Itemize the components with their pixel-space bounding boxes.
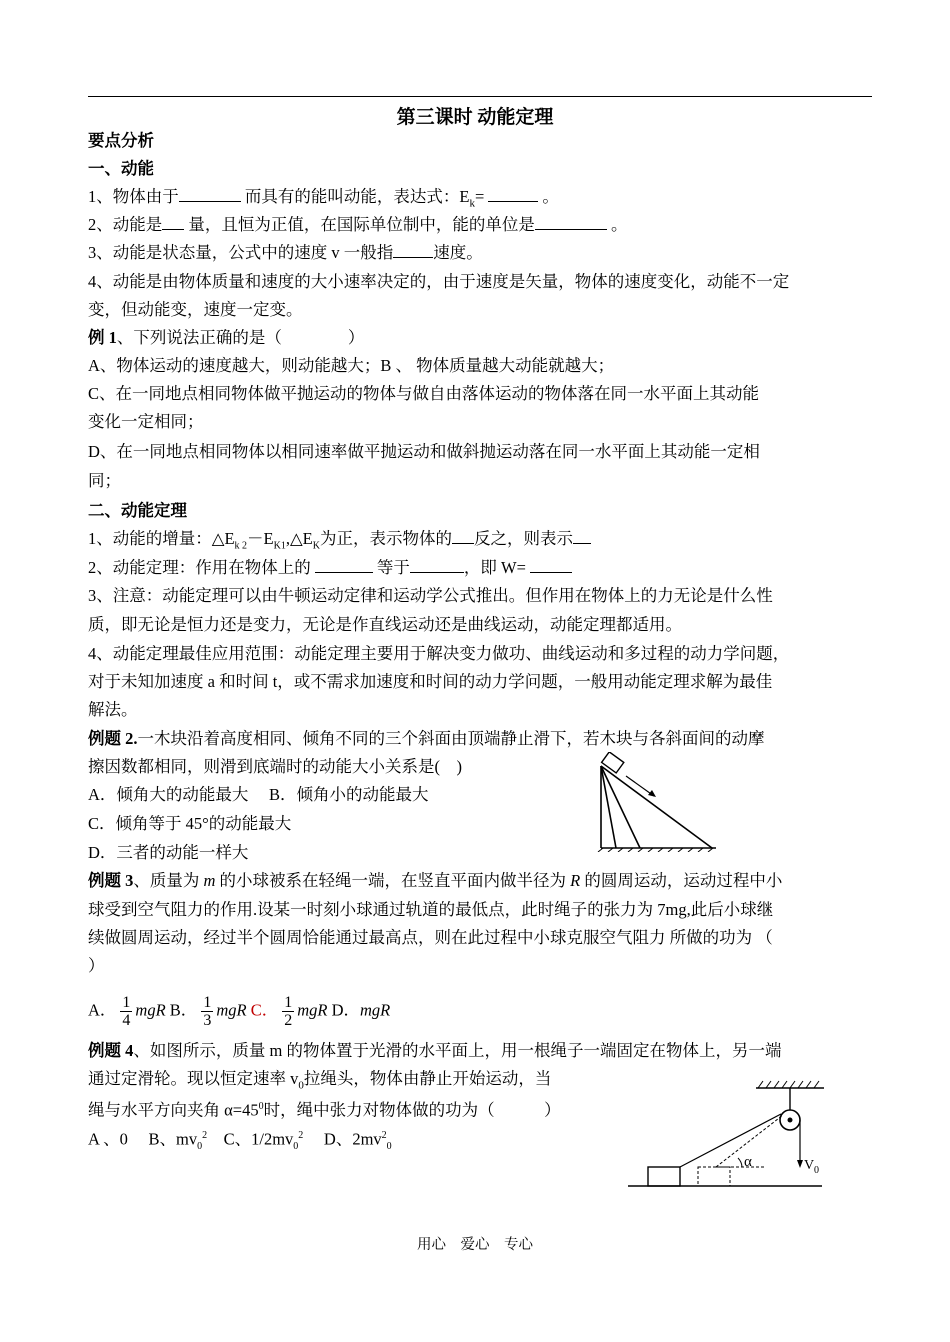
example-1-option-c2: 变化一定相同；: [88, 412, 204, 431]
example-2-option-ab: A．倾角大的动能最大 B．倾角小的动能最大: [88, 785, 429, 804]
example-4-question-3: 绳与水平方向夹角 $\alpha=45^0$时，绳中张力对物体做的功为（ ）: [88, 1100, 561, 1120]
option-b: B．: [169, 1000, 198, 1020]
option-c: C．: [250, 1000, 279, 1020]
example-1-option-d1: D、在一同地点相同物体以相同速率做平抛运动和做斜抛运动落在同一水平面上其动能一定相: [88, 442, 760, 461]
example-1-option-d2: 同；: [88, 471, 121, 490]
alpha-label: α: [744, 1154, 752, 1170]
example-1-option-ab: A、物体运动的速度越大，则动能越大；B 、 物体质量越大动能就越大；: [88, 356, 615, 375]
header-rule: [88, 96, 872, 97]
s2-line-2: 2、动能定理：作用在物体上的 等于 ，即 W=: [88, 557, 572, 579]
s1-line-2: 2、动能是 量，且恒为正值，在国际单位制中，能的单位是 。: [88, 215, 628, 234]
s2-line-1: 1、动能的增量：$\triangle E_{k 2}-E_{K1},\triangle E_K$为正，表示物体的 反之，则表示: [88, 528, 591, 557]
example-3-question-1: 例题 3、质量为 m 的小球被系在轻绳一端，在竖直平面内做半径为 R 的圆周运动，运动过程中小: [88, 871, 783, 890]
example-1-option-c1: C、在一同地点相同物体做平抛运动的物体与做自由落体运动的物体落在同一水平面上其动能: [88, 384, 760, 403]
example-3-options: A． $\frac{1}{4}$ mgR B． $\frac{1}{3}$ mgR C． $\frac{1}{2}$ mgR D．mgR: [88, 994, 391, 1029]
s1-line-3: 3、动能是状态量，公式中的速度 v 一般指 速度。: [88, 243, 483, 262]
example-4-options: A 、0 B、$mv_0^2$ C、$1/2mv_0^2$ D、$2mv^2_0$: [88, 1129, 392, 1152]
fraction-one-quarter: $\frac{1}{4}$: [122, 994, 131, 1029]
s1-line-5: 变，但动能变，速度一定变。: [88, 300, 303, 319]
s2-line-6: 对于未知加速度 a 和时间 t，或不需求加速度和时间的动力学问题，一般用动能定理求解为最佳: [88, 672, 773, 691]
example-3-question-2: 球受到空气阻力的作用.设某一时刻小球通过轨道的最低点，此时绳子的张力为 7mg,此后小球继: [88, 900, 774, 919]
example-4-question-2: 通过定滑轮。现以恒定速率 $v_0$拉绳头，物体由静止开始运动，当: [88, 1069, 552, 1092]
example-1-question: 例 1、下列说法正确的是（ ）: [88, 328, 365, 347]
s2-line-7: 解法。: [88, 700, 138, 719]
s1-line-4: 4、动能是由物体质量和速度的大小速率决定的，由于速度是矢量，物体的速度变化，动能不一定: [88, 272, 790, 291]
s2-line-3: 3、注意：动能定理可以由牛顿运动定律和运动学公式推出。但作用在物体上的力无论是什么性: [88, 586, 773, 605]
option-a: A．: [88, 1000, 117, 1020]
pulley-figure: [626, 1078, 832, 1192]
example-2-option-d: D．三者的动能一样大: [88, 843, 249, 862]
inclined-planes-figure: [596, 752, 718, 852]
example-3-question-3: 续做圆周运动，经过半个圆周恰能通过最高点，则在此过程中小球克服空气阻力 所做的功为 （: [88, 928, 773, 947]
section-heading-2: 二、动能定理: [88, 501, 187, 520]
example-2-option-c: C．倾角等于 45°的动能最大: [88, 814, 292, 833]
example-3-question-4: ）: [88, 956, 105, 975]
section-heading-1: 一、动能: [88, 159, 154, 178]
s2-line-5: 4、动能定理最佳应用范围：动能定理主要用于解决变力做功、曲线运动和多过程的动力学问题，: [88, 644, 790, 663]
page-title: 第三课时 动能定理: [396, 107, 554, 128]
s1-line-1: 1、物体由于 而具有的能叫动能，表达式：$E_k=$ 。: [88, 187, 559, 210]
s2-line-4: 质，即无论是恒力还是变力，无论是作直线运动还是曲线运动，动能定理都适用。: [88, 615, 682, 634]
example-2-question-1: 例题 2.一木块沿着高度相同、倾角不同的三个斜面由顶端静止滑下，若木块与各斜面间的动摩: [88, 729, 765, 748]
example-4-question-1: 例题 4、如图所示，质量 m 的物体置于光滑的水平面上，用一根绳子一端固定在物体上，另一端: [88, 1041, 782, 1060]
v0-subscript: 0: [814, 1165, 819, 1176]
section-heading-main: 要点分析: [88, 131, 154, 150]
fraction-one-third: $\frac{1}{3}$: [203, 994, 212, 1029]
v0-label: V: [804, 1158, 815, 1173]
example-2-question-2: 擦因数都相同，则滑到底端时的动能大小关系是( ): [88, 757, 462, 776]
option-d: D．: [331, 1000, 360, 1020]
fraction-one-half: $\frac{1}{2}$: [284, 994, 293, 1029]
page-footer: 用心 爱心 专心: [417, 1237, 533, 1253]
